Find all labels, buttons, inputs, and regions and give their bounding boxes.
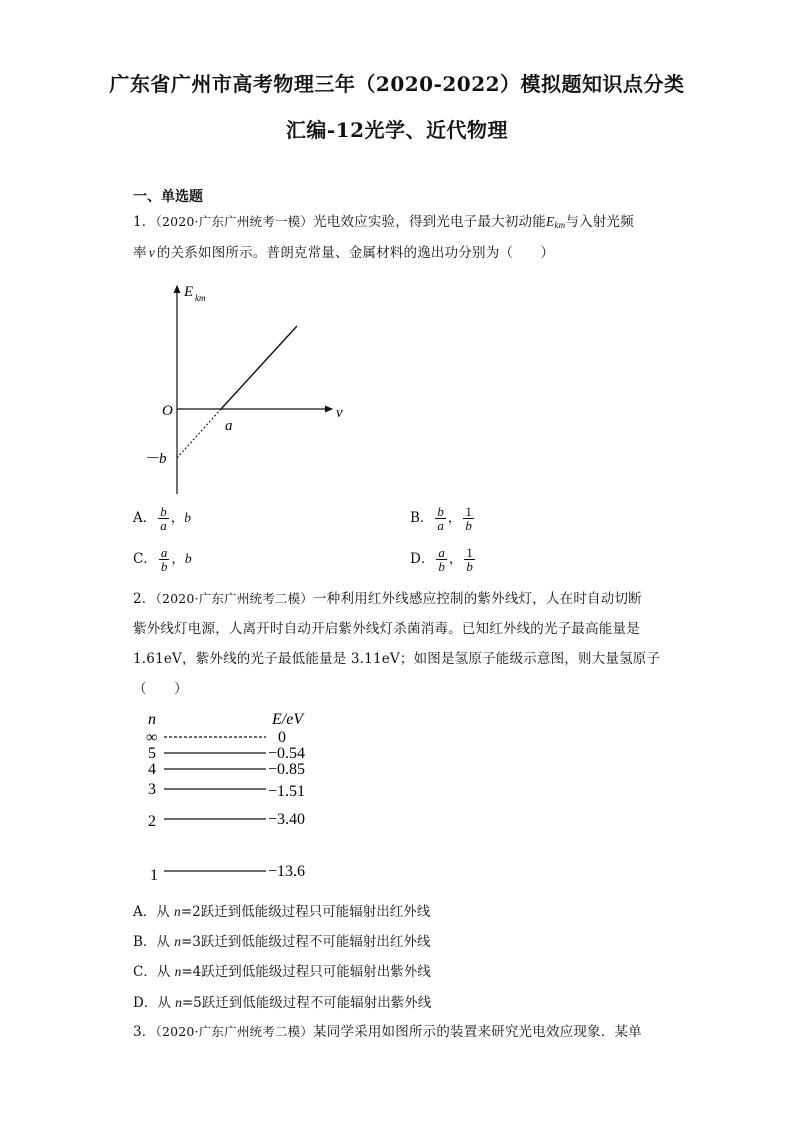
y-axis-subscript: km [195, 293, 206, 303]
option-value: =3 [180, 934, 201, 950]
symbol-e: E [545, 214, 555, 229]
e-header-text: E/eV [272, 711, 304, 728]
fraction-denominator: b [438, 559, 445, 574]
fraction-denominator: b [466, 559, 473, 574]
level-n-1: 1 [150, 867, 158, 884]
level-e-2: −3.40 [268, 811, 306, 828]
level-n-2: 2 [148, 813, 156, 830]
fraction-denominator: b [465, 518, 472, 533]
question-text: 的关系如图所示。普朗克常量、金属材料的逸出功分别为（ ） [156, 245, 555, 261]
fraction-numerator: 1 [465, 504, 472, 519]
option-label: C． [133, 551, 157, 567]
symbol-n: n [174, 934, 181, 949]
question-text: 与入射光频 [565, 214, 634, 230]
level-n-3: 3 [148, 781, 156, 798]
fraction-numerator: a [160, 545, 168, 560]
separator: ， [447, 510, 462, 526]
option-value: b [184, 510, 191, 525]
x-axis-label: ν [336, 405, 343, 421]
fraction-numerator: a [438, 545, 445, 560]
option-value: b [184, 551, 192, 566]
symbol-n: n [175, 995, 182, 1010]
option-value: =2 [180, 904, 201, 920]
question-number: 2． [133, 591, 156, 607]
question-2-line3: 1.61eV，紫外线的光子最低能量是 3.11eV；如图是氢原子能级示意图，则大量氢原子 [133, 651, 661, 667]
question-source: （2020·广东广州统考二模） [155, 591, 314, 606]
hydrogen-energy-level-diagram [140, 708, 340, 886]
q2-option-a[interactable] [133, 900, 430, 920]
question-number: 3． [133, 1024, 156, 1040]
option-a[interactable] [133, 505, 191, 532]
option-label: A． [133, 510, 157, 526]
fraction-denominator: b [160, 559, 168, 574]
question-number: 1． [133, 214, 156, 230]
symbol-nu: ν [148, 245, 155, 260]
option-label: D． [410, 551, 435, 567]
question-1 [133, 212, 673, 235]
option-label: B．从 [133, 934, 175, 950]
level-e-5: −0.54 [268, 745, 306, 762]
ekm-frequency-graph [140, 276, 350, 498]
q2-option-d[interactable] [133, 991, 431, 1011]
document-title-line2: 汇编-12光学、近代物理 [285, 118, 509, 142]
level-e-4: −0.85 [268, 761, 306, 778]
option-label: D．从 [133, 995, 176, 1011]
graph-extension-dashed [177, 409, 221, 458]
option-c[interactable] [133, 546, 192, 573]
origin-label: O [162, 403, 173, 419]
y-intercept-label: －b [144, 451, 167, 467]
separator: ， [170, 510, 185, 526]
level-e-1: −13.6 [268, 863, 306, 880]
fraction-numerator: 1 [466, 545, 473, 560]
question-2-line4: （ ） [133, 681, 188, 697]
question-source: （2020·广东广州统考一模） [155, 214, 314, 229]
question-3 [133, 1022, 678, 1042]
option-text: 跃迁到低能级过程不可能辐射出红外线 [200, 934, 431, 950]
e-header [271, 711, 305, 728]
option-label: C．从 [133, 964, 175, 980]
x-intercept-label: a [225, 418, 233, 434]
option-label: B． [410, 510, 434, 526]
symbol-n: n [174, 904, 181, 919]
fraction-denominator: a [160, 518, 167, 533]
graph-line [221, 326, 297, 409]
y-axis-label: E [184, 284, 194, 300]
question-text: 光电效应实验，得到光电子最大初动能 [313, 214, 546, 230]
separator: ， [448, 551, 463, 567]
option-text: 跃迁到低能级过程只可能辐射出紫外线 [201, 964, 431, 980]
section-heading: 一、单选题 [133, 189, 203, 205]
symbol-n: n [174, 964, 182, 979]
question-source: （2020·广东广州统考二模） [155, 1024, 314, 1039]
question-text: 一种利用红外线感应控制的紫外线灯，人在时自动切断 [313, 591, 642, 607]
q2-option-c[interactable] [133, 960, 431, 980]
question-2-line2: 紫外线灯电源，人离开时自动开启紫外线灯杀菌消毒。已知红外线的光子最高能量是 [133, 621, 640, 637]
option-text: 跃迁到低能级过程只可能辐射出红外线 [200, 904, 431, 920]
q2-option-b[interactable] [133, 930, 430, 950]
document-title-line1: 广东省广州市高考物理三年（2020-2022）模拟题知识点分类 [109, 72, 685, 96]
question-text: 率 [133, 245, 147, 261]
level-e-3: −1.51 [268, 783, 306, 800]
option-text: 跃迁到低能级过程不可能辐射出紫外线 [201, 995, 432, 1011]
level-n-inf: ∞ [146, 729, 158, 746]
option-d[interactable] [410, 546, 477, 573]
question-1-line2 [133, 243, 673, 263]
symbol-km: km [554, 220, 566, 230]
fraction-denominator: a [437, 518, 444, 533]
option-label: A．从 [133, 904, 175, 920]
option-value: =4 [181, 964, 202, 980]
level-e-inf: 0 [278, 729, 286, 746]
n-header: n [148, 711, 156, 728]
fraction-numerator: b [437, 504, 444, 519]
fraction-numerator: b [160, 504, 167, 519]
level-n-5: 5 [148, 745, 156, 762]
option-b[interactable] [410, 505, 476, 532]
level-n-4: 4 [148, 761, 156, 778]
question-text: 某同学采用如图所示的装置来研究光电效应现象．某单 [313, 1024, 642, 1040]
option-value: =5 [181, 995, 202, 1011]
separator: ， [171, 551, 185, 567]
question-2 [133, 589, 673, 609]
